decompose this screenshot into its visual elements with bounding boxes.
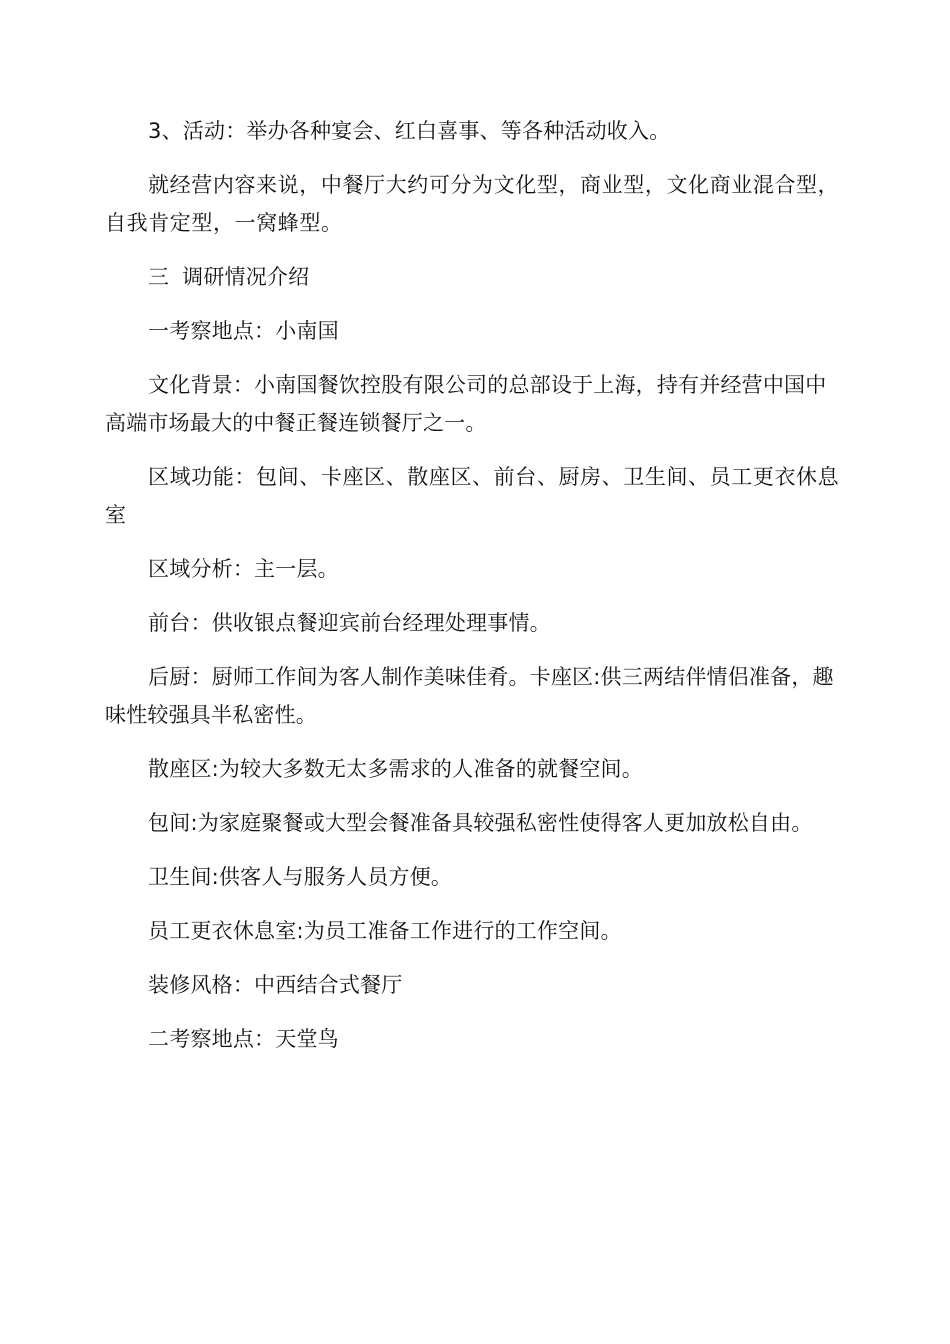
paragraph-cultural-background: 文化背景：小南国餐饮控股有限公司的总部设于上海，持有并经营中国中高端市场最大的中餐正餐连锁餐厅之一。 [105, 373, 827, 435]
document-body [105, 112, 845, 1074]
paragraph-activity-income: 3、活动：举办各种宴会、红白喜事、等各种活动收入。 [148, 119, 671, 143]
paragraph-area-analysis: 区域分析：主一层。 [148, 557, 339, 581]
section-heading-research: 三 调研情况介绍 [148, 265, 310, 289]
paragraph-kitchen-booths: 后厨：厨师工作间为客人制作美味佳肴。卡座区:供三两结伴情侣准备，趣味性较强具半私密性。 [105, 665, 834, 727]
paragraph-site-one: 一考察地点：小南国 [148, 319, 339, 343]
paragraph-area-functions: 区域功能：包间、卡座区、散座区、前台、厨房、卫生间、员工更衣休息室 [105, 465, 840, 527]
paragraph-private-rooms: 包间:为家庭聚餐或大型会餐准备具较强私密性使得客人更加放松自由。 [148, 811, 813, 835]
paragraph-open-seating: 散座区:为较大多数无太多需求的人准备的就餐空间。 [148, 757, 643, 781]
paragraph-site-two: 二考察地点：天堂鸟 [148, 1027, 339, 1051]
paragraph-decoration-style: 装修风格：中西结合式餐厅 [148, 973, 403, 997]
paragraph-restrooms: 卫生间:供客人与服务人员方便。 [148, 865, 453, 889]
paragraph-restaurant-types: 就经营内容来说，中餐厅大约可分为文化型，商业型，文化商业混合型，自我肯定型，一窝蜂型。 [105, 173, 840, 235]
paragraph-front-desk: 前台：供收银点餐迎宾前台经理处理事情。 [148, 611, 551, 635]
paragraph-staff-room: 员工更衣休息室:为员工准备工作进行的工作空间。 [148, 919, 622, 943]
